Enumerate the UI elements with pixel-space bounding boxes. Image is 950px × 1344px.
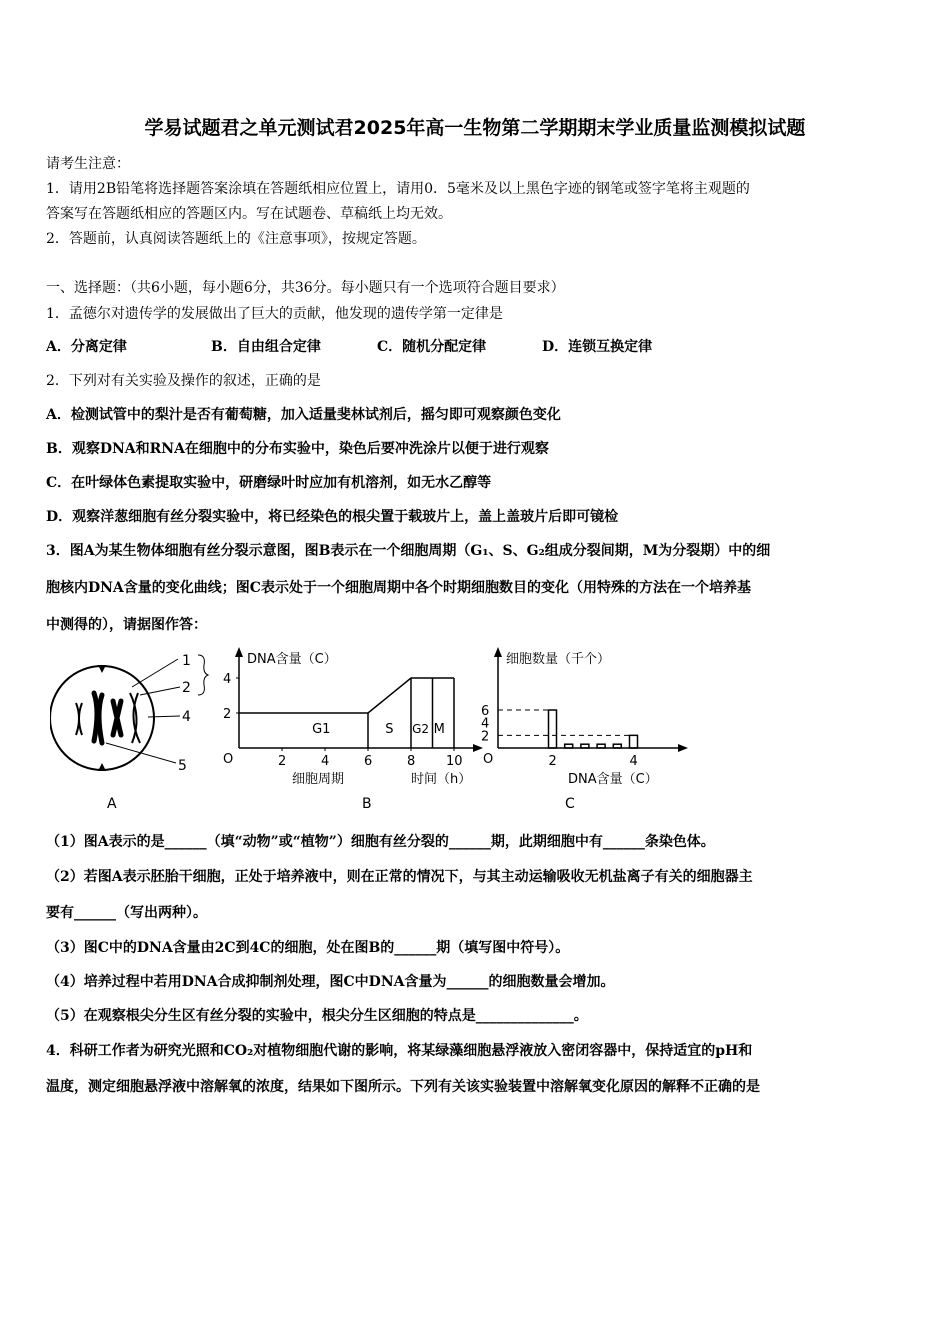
- y-axis-arrow: [235, 647, 243, 657]
- cell-membrane: [50, 666, 154, 770]
- x-tick-label: 2: [548, 754, 557, 769]
- notice-heading: 请考生注意：: [46, 156, 130, 172]
- notice-line-2: 2．答题前，认真阅读答题纸上的《注意事项》，按规定答题。: [46, 231, 426, 247]
- q3-sub-4: （4）培养过程中若用DNA合成抑制剂处理，图C中DNA含量为______的细胞数量会增加。: [46, 974, 615, 990]
- bar: [630, 735, 638, 748]
- q3-stem-1: 3．图A为某生物体细胞有丝分裂示意图，图B表示在一个细胞周期（G₁、S、G₂组成分裂间期，M为分裂期）中的细: [46, 543, 771, 559]
- bar: [565, 744, 573, 748]
- x-axis-label-right: 时间（h）: [411, 772, 472, 787]
- origin-label: O: [483, 752, 494, 767]
- figure-c: [475, 643, 690, 818]
- pointer-line-5: [106, 743, 176, 763]
- q2-stem: 2．下列对有关实验及操作的叙述，正确的是: [46, 373, 321, 389]
- phase-label-g1: G1: [312, 722, 331, 737]
- phase-label-g2: G2: [412, 722, 430, 736]
- outer-chromosomes: [76, 693, 140, 743]
- q4-stem-1: 4．科研工作者为研究光照和CO₂对植物细胞代谢的影响，将某绿藻细胞悬浮液放入密闭容器中，保持适宜的pH和: [46, 1043, 753, 1059]
- q4-stem-2: 温度，测定细胞悬浮液中溶解氧的浓度，结果如下图所示。下列有关该实验装置中溶解氧变化原因的解释不正确的是: [46, 1079, 760, 1095]
- x-tick-label: 10: [446, 754, 463, 769]
- bar: [549, 710, 557, 748]
- q2-option-d: D．观察洋葱细胞有丝分裂实验中，将已经染色的根尖置于载玻片上，盖上盖玻片后即可镜检: [46, 509, 619, 525]
- label-4: 4: [182, 709, 191, 725]
- figure-c-caption: C: [565, 796, 575, 812]
- x-tick-label: 6: [364, 754, 373, 769]
- label-2: 2: [182, 680, 191, 696]
- figure-b: [215, 643, 485, 818]
- q1-option-b: B．自由组合定律: [211, 339, 321, 355]
- q3-sub-3: （3）图C中的DNA含量由2C到4C的细胞，处在图B的______期（填写图中符号）。: [46, 940, 570, 956]
- y-tick-label: 6: [481, 704, 490, 720]
- y-axis-label: DNA含量（C）: [247, 652, 337, 667]
- phase-label-s: S: [385, 722, 394, 737]
- pointer-line-4: [148, 716, 180, 717]
- q2-option-c: C．在叶绿体色素提取实验中，研磨绿叶时应加有机溶剂，如无水乙醇等: [46, 475, 492, 491]
- centriole-top: [98, 665, 106, 673]
- phase-label-m: M: [433, 722, 445, 737]
- q2-option-b: B．观察DNA和RNA在细胞中的分布实验中，染色后要冲洗涂片以便于进行观察: [46, 441, 549, 457]
- q1-option-a: A．分离定律: [46, 339, 127, 355]
- y-tick-label: 2: [481, 729, 490, 745]
- bar: [597, 744, 605, 748]
- centriole-bottom: [98, 763, 106, 771]
- q2-option-a: A．检测试管中的梨汁是否有葡萄糖，加入适量斐林试剂后，摇匀即可观察颜色变化: [46, 407, 561, 423]
- section-heading: 一、选择题：（共6小题，每小题6分，共36分。每小题只有一个选项符合题目要求）: [46, 280, 565, 296]
- q3-sub-5: （5）在观察根尖分生区有丝分裂的实验中，根尖分生区细胞的特点是______________。: [46, 1008, 588, 1024]
- bar: [613, 744, 621, 748]
- y-tick-label: 4: [223, 672, 232, 687]
- y-axis-arrow: [494, 647, 502, 657]
- q1-stem: 1．孟德尔对遗传学的发展做出了巨大的贡献，他发现的遗传学第一定律是: [46, 306, 503, 322]
- pointer-line-1: [132, 659, 178, 687]
- q3-sub-2a: （2）若图A表示胚胎干细胞，正处于培养液中，则在正常的情况下，与其主动运输吸收无机盐离子有关的细胞器主: [46, 869, 753, 885]
- q3-stem-3: 中测得的），请据图作答：: [46, 617, 207, 633]
- x-axis-arrow: [678, 744, 688, 752]
- origin-label: O: [223, 752, 234, 767]
- dna-curve: [239, 678, 454, 713]
- label-5: 5: [178, 758, 187, 774]
- bar: [581, 744, 589, 748]
- label-1: 1: [182, 653, 191, 669]
- x-tick-label: 4: [629, 754, 638, 769]
- q1-option-c: C．随机分配定律: [377, 339, 487, 355]
- page-title: 学易试题君之单元测试君2025年高一生物第二学期期末学业质量监测模拟试题: [144, 117, 806, 139]
- x-axis-label-left: 细胞周期: [292, 772, 345, 787]
- notice-line-1a: 1．请用2B铅笔将选择题答案涂填在答题纸相应位置上，请用0．5毫米及以上黑色字迹的钢笔或签字笔将主观题的: [46, 181, 750, 197]
- q1-option-d: D．连锁互换定律: [542, 339, 653, 355]
- x-tick-label: 2: [278, 754, 287, 769]
- y-tick-label: 2: [223, 707, 232, 722]
- q3-sub-2b: 要有______（写出两种）。: [46, 905, 207, 921]
- figure-a: [50, 643, 210, 818]
- x-tick-label: 4: [321, 754, 330, 769]
- y-tick-label: 4: [481, 716, 490, 732]
- q3-sub-1: （1）图A表示的是______（填“动物”或“植物”）细胞有丝分裂的______期，此期细胞中有______条染色体。: [46, 834, 715, 850]
- q3-stem-2: 胞核内DNA含量的变化曲线；图C表示处于一个细胞周期中各个时期细胞数目的变化（用特殊的方法在一个培养基: [46, 580, 751, 596]
- brace: [198, 655, 208, 695]
- x-axis-label: DNA含量（C）: [568, 772, 658, 787]
- y-axis-label: 细胞数量（千个）: [506, 652, 611, 667]
- notice-line-1b: 答案写在答题纸相应的答题区内。写在试题卷、草稿纸上均无效。: [46, 206, 452, 222]
- x-tick-label: 8: [407, 754, 416, 769]
- chromosomes: [94, 693, 121, 743]
- figure-b-caption: B: [362, 796, 372, 812]
- figure-a-caption: A: [107, 796, 117, 812]
